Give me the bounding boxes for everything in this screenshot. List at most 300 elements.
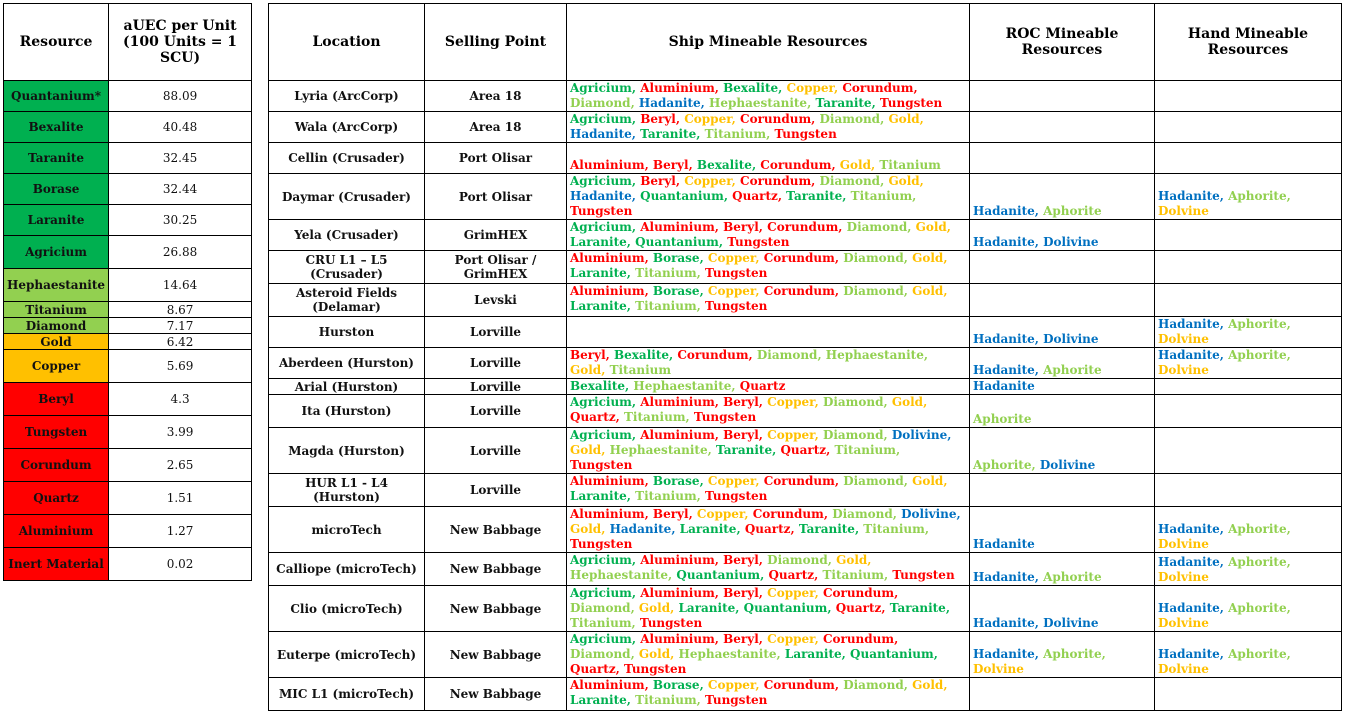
resource-tag: Beryl [640,112,676,126]
resource-price-cell: 6.42 [109,334,252,350]
ship-resources-cell: Aluminium, Borase, Copper, Corundum, Diamond, Gold, Laranite, Titanium, Tungsten [567,474,970,507]
roc-resources-cell [970,474,1155,507]
location-row [269,220,1342,251]
resource-tag: Laranite [570,266,627,280]
resource-tag: Corundum [740,112,812,126]
resource-header: Resource [4,4,109,81]
resource-name-cell: Tungsten [4,416,109,449]
hand-resources-cell [1155,395,1342,428]
selling-point-cell: Port Olisar / GrimHEX [425,251,567,284]
selling-point-cell: Port Olisar [425,174,567,220]
resource-tag: Agricium [570,586,632,600]
resource-tag: Titanium [834,443,896,457]
resource-tag: Gold [912,251,944,265]
resource-tag: Hadanite [973,616,1035,630]
resource-tag: Borase [652,678,700,692]
hand-resources-cell [1155,284,1342,317]
resource-price-cell: 26.88 [109,236,252,269]
resource-tag: Bexalite [696,158,752,172]
resource-tag: Gold [888,174,920,188]
resource-tag: Dolvine [1158,332,1209,346]
resource-tag: Gold [915,220,947,234]
resource-tag: Hadanite [973,537,1035,551]
resource-tag: Agricium [570,428,632,442]
roc-resources-cell [970,678,1155,711]
resource-tag: Copper [767,632,815,646]
resource-tag: Hephaestanite [609,443,708,457]
resource-tag: Hadanite [570,189,632,203]
resource-tag: Hadanite [973,379,1035,393]
location-name-cell: CRU L1 – L5 (Crusader) [269,251,425,284]
resource-tag: Titanium [822,568,884,582]
ship-resources-cell [567,317,970,348]
resource-tag: Borase [652,251,700,265]
resource-tag: Laranite [570,693,627,707]
resource-tag: Aluminium [570,474,645,488]
resource-tag: Agricium [570,220,632,234]
hand-resources-cell: Hadanite, Aphorite, Dolvine [1155,348,1342,379]
resource-tag: Agricium [570,395,632,409]
location-row [269,81,1342,112]
resource-name-cell: Agricium [4,236,109,269]
resource-tag: Aluminium [640,586,715,600]
resource-tag: Tungsten [639,616,703,630]
selling-point-cell: Lorville [425,474,567,507]
resource-tag: Copper [696,507,745,521]
resource-tag: Hephaestanite [709,96,808,110]
hand-resources-cell [1155,143,1342,174]
resource-tag: Dolivine [901,507,957,521]
resource-tag: Gold [891,395,924,409]
resource-tag: Aphorite [1228,555,1287,569]
location-header: Location [269,4,425,81]
resource-tag: Quartz [780,443,827,457]
resource-tag: Dolvine [973,662,1024,676]
resource-tag: Tungsten [570,458,633,472]
location-row [269,428,1342,474]
resource-tag: Quantanium [850,647,934,661]
roc-resources-cell [970,112,1155,143]
location-row [269,348,1342,379]
location-row [269,174,1342,220]
resource-tag: Dolivine [1043,332,1099,346]
hand-resources-cell [1155,112,1342,143]
price-row [4,482,252,515]
selling-point-cell: Area 18 [425,81,567,112]
price-row [4,416,252,449]
ship-resources-cell: Agricium, Aluminium, Beryl, Corundum, Diamond, Gold, Laranite, Quantanium, Tungsten [567,220,970,251]
price-header-row [4,4,252,81]
price-row [4,81,252,112]
hand-resources-cell [1155,428,1342,474]
resource-tag: Aphorite [973,412,1032,426]
hand-resources-cell [1155,474,1342,507]
resource-tag: Bexalite [723,81,779,95]
resource-tag: Corundum [822,632,895,646]
ship-resources-cell: Agricium, Aluminium, Beryl, Copper, Diamond, Dolivine, Gold, Hephaestanite, Taranite, Quartz, Titanium, Tungsten [567,428,970,474]
hand-resources-cell [1155,379,1342,395]
resource-tag: Tungsten [570,537,633,551]
resource-tag: Aluminium [640,395,715,409]
resource-tag: Beryl [640,174,676,188]
selling-point-cell: Lorville [425,395,567,428]
resource-tag: Tungsten [705,299,768,313]
roc-resources-cell: Hadanite, Aphorite [970,174,1155,220]
resource-tag: Beryl [652,507,689,521]
resource-price-cell: 1.27 [109,515,252,548]
resource-tag: Tungsten [774,127,837,141]
resource-tag: Diamond [846,220,908,234]
resource-tag: Diamond [819,112,881,126]
resource-tag: Gold [912,474,944,488]
resource-tag: Beryl [723,553,759,567]
resource-tag: Diamond [822,428,884,442]
roc-resources-cell: Hadanite, Aphorite [970,348,1155,379]
ship-resources-header: Ship Mineable Resources [567,4,970,81]
resource-tag: Borase [652,284,700,298]
resource-tag: Gold [570,522,602,536]
resource-tag: Bexalite [614,348,670,362]
resource-tag: Taranite [798,522,855,536]
selling-point-cell: GrimHEX [425,220,567,251]
resource-name-cell: Laranite [4,205,109,236]
resource-tag: Dolvine [1158,363,1209,377]
ship-resources-cell: Beryl, Bexalite, Corundum, Diamond, Hephaestanite, Gold, Titanium [567,348,970,379]
resource-tag: Tungsten [879,96,943,110]
roc-resources-cell [970,507,1155,553]
price-header-line1: aUEC per Unit [123,18,237,34]
resource-name-cell: Titanium [4,302,109,318]
resource-tag: Quartz [570,662,616,676]
price-row [4,548,252,581]
resource-tag: Aphorite [1228,348,1287,362]
resource-name-cell: Quantanium* [4,81,109,112]
resource-tag: Aphorite [1228,522,1287,536]
resource-tag: Aphorite [1043,204,1102,218]
price-row [4,318,252,334]
location-name-cell: Ita (Hurston) [269,395,425,428]
resource-tag: Diamond [843,474,904,488]
roc-resources-cell: Hadanite, Dolivine [970,220,1155,251]
resource-tag: Beryl [723,395,759,409]
roc-resources-cell: Hadanite, Aphorite [970,553,1155,586]
resource-tag: Tungsten [705,693,768,707]
resource-tag: Quartz [744,522,791,536]
location-row [269,112,1342,143]
selling-point-cell: New Babbage [425,632,567,678]
resource-tag: Corundum [740,174,812,188]
location-name-cell: HUR L1 - L4 (Hurston) [269,474,425,507]
ship-resources-cell: Aluminium, Borase, Copper, Corundum, Diamond, Gold, Laranite, Titanium, Tungsten [567,251,970,284]
resource-tag: Aluminium [570,507,645,521]
resource-tag: Dolvine [1158,616,1209,630]
resource-tag: Hadanite [570,127,632,141]
resource-tag: Corundum [842,81,914,95]
location-name-cell: Asteroid Fields (Delamar) [269,284,425,317]
location-row [269,284,1342,317]
resource-name-cell: Inert Material [4,548,109,581]
price-header-line2: (100 Units = 1 SCU) [123,34,238,66]
hand-resources-cell: Hadanite, Aphorite, Dolvine [1155,586,1342,632]
resource-tag: Titanium [635,299,697,313]
resource-tag: Hadanite [973,332,1035,346]
location-name-cell: Hurston [269,317,425,348]
resource-tag: Quartz [739,379,786,393]
location-name-cell: Cellin (Crusader) [269,143,425,174]
resource-tag: Laranite [570,489,627,503]
location-name-cell: Wala (ArcCorp) [269,112,425,143]
resource-tag: Beryl [723,428,759,442]
price-row [4,383,252,416]
resource-tag: Copper [767,395,815,409]
resource-price-cell: 8.67 [109,302,252,318]
resource-tag: Corundum [677,348,749,362]
resource-tag: Titanium [635,489,697,503]
resource-price-cell: 3.99 [109,416,252,449]
resource-tag: Gold [836,553,868,567]
resource-tag: Quartz [835,601,882,615]
resource-tag: Gold [839,158,871,172]
resource-tag: Hephaestanite [570,568,669,582]
resource-name-cell: Copper [4,350,109,383]
resource-tag: Borase [652,474,700,488]
resource-tag: Aphorite [1228,601,1287,615]
hand-resources-cell [1155,251,1342,284]
resource-tag: Corundum [763,474,835,488]
location-name-cell: Yela (Crusader) [269,220,425,251]
location-name-cell: MIC L1 (microTech) [269,678,425,711]
resource-tag: Bexalite [570,379,626,393]
resource-tag: Agricium [570,112,632,126]
resource-tag: Beryl [723,632,759,646]
ship-resources-cell: Agricium, Aluminium, Bexalite, Copper, Corundum, Diamond, Hadanite, Hephaestanite, Taranite, Tungsten [567,81,970,112]
resource-tag: Tungsten [570,204,633,218]
ship-resources-cell: Agricium, Aluminium, Beryl, Copper, Corundum, Diamond, Gold, Hephaestanite, Laranite, Quantanium, Quartz, Tungsten [567,632,970,678]
hand-resources-cell [1155,220,1342,251]
resource-tag: Gold [912,284,944,298]
resource-name-cell: Bexalite [4,112,109,143]
price-row [4,302,252,318]
roc-resources-cell [970,143,1155,174]
resource-tag: Tungsten [727,235,790,249]
resource-tag: Diamond [570,647,631,661]
resource-tag: Dolvine [1158,537,1209,551]
resource-tag: Gold [638,647,671,661]
resource-tag: Corundum [763,284,835,298]
resource-tag: Aluminium [640,220,715,234]
ship-resources-cell: Aluminium, Beryl, Bexalite, Corundum, Gold, Titanium [567,143,970,174]
hand-resources-cell [1155,678,1342,711]
resource-tag: Beryl [652,158,689,172]
resource-tag: Aphorite [1228,317,1287,331]
resource-tag: Aluminium [570,678,645,692]
resource-tag: Corundum [822,586,895,600]
location-name-cell: Euterpe (microTech) [269,632,425,678]
resource-tag: Taranite [815,96,872,110]
resource-tag: Tungsten [705,266,768,280]
resource-price-cell: 32.44 [109,174,252,205]
resource-tag: Copper [707,474,756,488]
resource-tag: Laranite [678,601,736,615]
resource-tag: Agricium [570,174,632,188]
resource-tag: Laranite [570,299,627,313]
resource-tag: Aphorite [973,458,1032,472]
resource-tag: Tungsten [693,410,757,424]
hand-resources-cell: Hadanite, Aphorite, Dolvine [1155,507,1342,553]
resource-tag: Beryl [723,220,759,234]
resource-tag: Copper [707,678,756,692]
ship-resources-cell: Agricium, Aluminium, Beryl, Copper, Corundum, Diamond, Gold, Laranite, Quantanium, Quartz, Taranite, Titanium, Tungsten [567,586,970,632]
resource-tag: Aluminium [640,553,715,567]
location-header-row [269,4,1342,81]
resource-price-cell: 32.45 [109,143,252,174]
selling-point-cell: Area 18 [425,112,567,143]
resource-tag: Aphorite [1228,647,1287,661]
resource-name-cell: Beryl [4,383,109,416]
resource-tag: Diamond [843,251,904,265]
resource-tag: Gold [888,112,920,126]
resource-tag: Hadanite [609,522,672,536]
ship-resources-cell: Agricium, Aluminium, Beryl, Diamond, Gold, Hephaestanite, Quantanium, Quartz, Titanium, Tungsten [567,553,970,586]
selling-point-cell: Port Olisar [425,143,567,174]
resource-tag: Titanium [850,189,913,203]
resource-tag: Hadanite [1158,348,1220,362]
resource-tag: Hephaestanite [678,647,777,661]
resource-tag: Gold [912,678,944,692]
location-row [269,143,1342,174]
price-row [4,449,252,482]
location-row [269,586,1342,632]
hand-resources-cell [1155,81,1342,112]
ship-resources-cell: Aluminium, Beryl, Copper, Corundum, Diamond, Dolivine, Gold, Hadanite, Laranite, Quartz, Taranite, Titanium, Tungsten [567,507,970,553]
resource-tag: Quartz [570,410,616,424]
resource-name-cell: Aluminium [4,515,109,548]
roc-resources-cell [970,284,1155,317]
resource-tag: Quartz [732,189,778,203]
resource-tag: Laranite [570,235,627,249]
resource-tag: Taranite [715,443,773,457]
price-row [4,236,252,269]
location-name-cell: Aberdeen (Hurston) [269,348,425,379]
resource-tag: Dolvine [1158,204,1209,218]
resource-tag: Gold [638,601,671,615]
resource-price-cell: 4.3 [109,383,252,416]
ship-resources-cell: Bexalite, Hephaestanite, Quartz [567,379,970,395]
hand-resources-cell: Hadanite, Aphorite, Dolvine [1155,553,1342,586]
resource-price-cell: 0.02 [109,548,252,581]
price-table [3,3,252,581]
resource-name-cell: Quartz [4,482,109,515]
roc-resources-header: ROC Mineable Resources [970,4,1155,81]
hand-resources-cell: Hadanite, Aphorite, Dolvine [1155,632,1342,678]
resource-tag: Aphorite [1043,647,1102,661]
resource-tag: Quantanium [676,568,761,582]
selling-point-cell: Lorville [425,317,567,348]
resource-tag: Hadanite [1158,555,1220,569]
resource-tag: Copper [767,428,815,442]
resource-tag: Aluminium [570,284,645,298]
resource-tag: Hadanite [973,235,1035,249]
location-row [269,395,1342,428]
selling-point-header: Selling Point [425,4,567,81]
resource-tag: Beryl [570,348,606,362]
location-row [269,632,1342,678]
location-row [269,553,1342,586]
resource-tag: Diamond [570,96,631,110]
location-row [269,678,1342,711]
resource-name-cell: Hephaestanite [4,269,109,302]
resource-tag: Aluminium [640,632,715,646]
location-row [269,317,1342,348]
selling-point-cell: Lorville [425,379,567,395]
resource-tag: Dolivine [1039,458,1096,472]
resource-tag: Hephaestanite [633,379,732,393]
price-row [4,205,252,236]
resource-tag: Beryl [723,586,759,600]
resource-tag: Laranite [679,522,737,536]
resource-tag: Tungsten [705,489,768,503]
selling-point-cell: New Babbage [425,586,567,632]
resource-tag: Corundum [760,158,832,172]
resource-tag: Taranite [786,189,843,203]
hand-resources-cell: Hadanite, Aphorite, Dolvine [1155,317,1342,348]
resource-tag: Hadanite [1158,601,1220,615]
resource-tag: Titanium [624,410,686,424]
ship-resources-cell: Agricium, Beryl, Copper, Corundum, Diamond, Gold, Hadanite, Taranite, Titanium, Tungsten [567,112,970,143]
selling-point-cell: Lorville [425,428,567,474]
resource-tag: Hadanite [1158,317,1220,331]
roc-resources-cell: Hadanite, Aphorite, Dolvine [970,632,1155,678]
ship-resources-cell: Agricium, Aluminium, Beryl, Copper, Diamond, Gold, Quartz, Titanium, Tungsten [567,395,970,428]
selling-point-cell: Levski [425,284,567,317]
resource-tag: Titanium [609,363,672,377]
price-row [4,174,252,205]
resource-tag: Copper [707,251,756,265]
price-row [4,112,252,143]
resource-tag: Titanium [879,158,941,172]
resource-tag: Copper [707,284,756,298]
resource-tag: Quantanium [743,601,828,615]
location-name-cell: Lyria (ArcCorp) [269,81,425,112]
resource-tag: Hadanite [1158,522,1220,536]
ship-resources-cell: Aluminium, Borase, Copper, Corundum, Diamond, Gold, Laranite, Titanium, Tungsten [567,678,970,711]
location-name-cell: Calliope (microTech) [269,553,425,586]
resource-tag: Aluminium [570,251,645,265]
selling-point-cell: Lorville [425,348,567,379]
roc-resources-cell [970,379,1155,395]
price-body [4,81,252,581]
resource-tag: Hadanite [973,363,1035,377]
resource-price-cell: 40.48 [109,112,252,143]
location-name-cell: Arial (Hurston) [269,379,425,395]
resource-tag: Corundum [763,251,835,265]
price-row [4,515,252,548]
resource-tag: Titanium [863,522,925,536]
location-row [269,379,1342,395]
resource-tag: Diamond [843,678,904,692]
resource-tag: Titanium [635,266,697,280]
resource-tag: Titanium [635,693,697,707]
resource-tag: Dolivine [1043,235,1099,249]
roc-resources-cell [970,395,1155,428]
price-header [109,4,252,81]
price-row [4,334,252,350]
selling-point-cell: New Babbage [425,507,567,553]
resource-tag: Diamond [843,284,904,298]
location-row [269,474,1342,507]
resource-price-cell: 2.65 [109,449,252,482]
resource-tag: Quantanium [635,235,719,249]
